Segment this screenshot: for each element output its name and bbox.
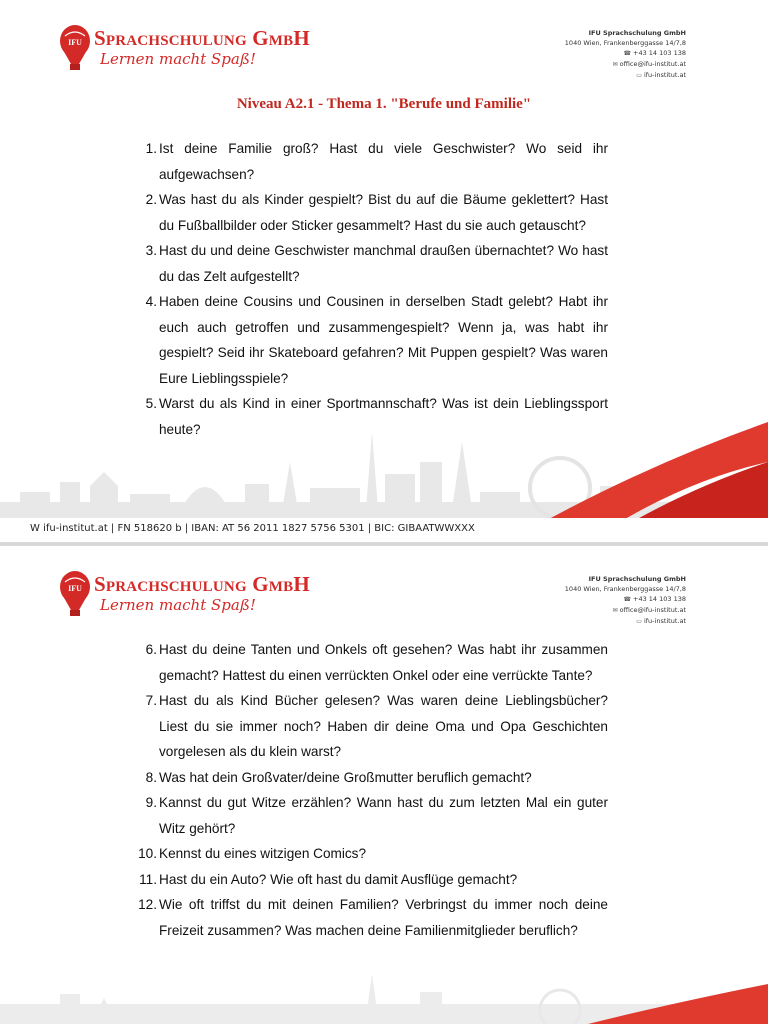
contact-company: IFU Sprachschulung GmbH — [588, 575, 686, 583]
question-number: 11. — [139, 871, 157, 887]
contact-email-row — [565, 605, 686, 616]
contact-phone: +43 14 103 138 — [633, 595, 686, 603]
question-number: 1. — [145, 141, 157, 156]
question-number: 2. — [145, 192, 157, 207]
question-item — [130, 688, 608, 765]
question-item — [130, 867, 608, 893]
contact-block — [565, 574, 686, 627]
question-number: 10. — [138, 846, 157, 861]
question-list — [130, 637, 608, 943]
contact-web[interactable]: ifu-institut.at — [643, 71, 686, 79]
monitor-icon: ▭ — [636, 618, 642, 625]
question-text: Wie oft triffst du mit deinen Familien? Verbringst du immer noch deine Freizeit zusammen? Was machen deine Familienmitglieder beruflich? — [159, 897, 608, 938]
hot-air-balloon-icon — [58, 24, 92, 74]
question-number: 7. — [145, 693, 157, 708]
question-text: Was hat dein Großvater/deine Großmutter beruflich gemacht? — [159, 769, 532, 785]
monitor-icon: ▭ — [636, 72, 642, 79]
question-item — [130, 289, 608, 391]
contact-company: IFU Sprachschulung GmbH — [588, 29, 686, 37]
question-text: Hast du und deine Geschwister manchmal draußen übernachtet? Wo hast du das Zelt aufgestellt? — [159, 243, 608, 284]
contact-address: 1040 Wien, Frankenberggasse 14/7,8 — [564, 39, 686, 47]
contact-email[interactable]: office@ifu-institut.at — [619, 60, 686, 68]
slogan: Lernen macht Spaß! — [100, 596, 256, 614]
question-text: Was hast du als Kinder gespielt? Bist du auf die Bäume geklettert? Hast du Fußballbilder oder Sticker gesammelt? Hast du sie auch getauscht? — [159, 192, 608, 233]
phone-icon: ☎ — [623, 596, 631, 603]
footer-text: W ifu-institut.at | FN 518620 b | IBAN: AT 56 2011 1827 5756 5301 | BIC: GIBAATWWXXX — [30, 523, 475, 534]
brand-name: Sprachschulung GmbH — [94, 572, 310, 596]
question-list — [130, 136, 608, 442]
question-text: Warst du als Kind in einer Sportmannschaft? Was ist dein Lieblingssport heute? — [159, 396, 608, 437]
question-item — [130, 136, 608, 187]
question-text: Hast du ein Auto? Wie oft hast du damit Ausflüge gemacht? — [159, 871, 518, 887]
slogan: Lernen macht Spaß! — [100, 50, 256, 68]
question-item — [130, 238, 608, 289]
red-swoosh-decoration — [508, 984, 768, 1024]
contact-email[interactable]: office@ifu-institut.at — [619, 606, 686, 614]
balloon-text: IFU — [68, 38, 82, 47]
question-text: Haben deine Cousins und Cousinen in derselben Stadt gelebt? Habt ihr euch auch getroffen und zusammengespielt? Wenn ja, was habt ihr gespielt? Seid ihr Skateboard gefahren? Mit Puppen gespielt? Was waren Eure Lieblingsspiele? — [159, 294, 608, 386]
contact-address: 1040 Wien, Frankenberggasse 14/7,8 — [564, 585, 686, 593]
question-number: 9. — [145, 795, 157, 810]
question-item — [130, 841, 608, 867]
question-text: Hast du als Kind Bücher gelesen? Was waren deine Lieblingsbücher? Liest du sie immer noch? Haben dir deine Oma und Opa Geschichten vorgelesen als du klein warst? — [159, 693, 608, 759]
contact-web-row — [565, 616, 686, 627]
brand-name: Sprachschulung GmbH — [94, 26, 310, 50]
contact-email-row — [565, 59, 686, 70]
contact-block — [565, 28, 686, 81]
contact-phone: +43 14 103 138 — [633, 49, 686, 57]
question-text: Ist deine Familie groß? Hast du viele Geschwister? Wo seid ihr aufgewachsen? — [159, 141, 608, 182]
question-text: Kannst du gut Witze erzählen? Wann hast du zum letzten Mal ein guter Witz gehört? — [159, 795, 608, 836]
contact-web[interactable]: ifu-institut.at — [643, 617, 686, 625]
question-number: 8. — [145, 769, 157, 785]
hot-air-balloon-icon — [58, 570, 92, 620]
question-item — [130, 790, 608, 841]
mail-icon: ✉ — [612, 607, 618, 614]
company-logo — [58, 570, 310, 626]
page-title: Niveau A2.1 - Thema 1. "Berufe und Familie" — [236, 96, 532, 112]
document-page-2 — [0, 546, 768, 1024]
question-number: 3. — [145, 243, 157, 258]
question-text: Kennst du eines witzigen Comics? — [159, 846, 367, 861]
question-number: 12. — [138, 897, 157, 912]
question-item — [130, 637, 608, 688]
company-logo — [58, 24, 310, 80]
question-text: Hast du deine Tanten und Onkels oft gesehen? Was habt ihr zusammen gemacht? Hattest du einen verrückten Onkel oder eine verrückte Tante? — [159, 642, 608, 683]
page-footer — [0, 518, 768, 542]
balloon-text: IFU — [68, 584, 82, 593]
question-item — [130, 187, 608, 238]
question-item — [130, 892, 608, 943]
contact-web-row — [565, 70, 686, 81]
question-item — [130, 765, 608, 791]
contact-phone-row — [565, 48, 686, 59]
question-number: 6. — [145, 642, 157, 657]
contact-phone-row — [565, 594, 686, 605]
mail-icon: ✉ — [612, 61, 618, 68]
phone-icon: ☎ — [623, 50, 631, 57]
question-number: 5. — [145, 396, 157, 411]
question-number: 4. — [145, 294, 157, 309]
